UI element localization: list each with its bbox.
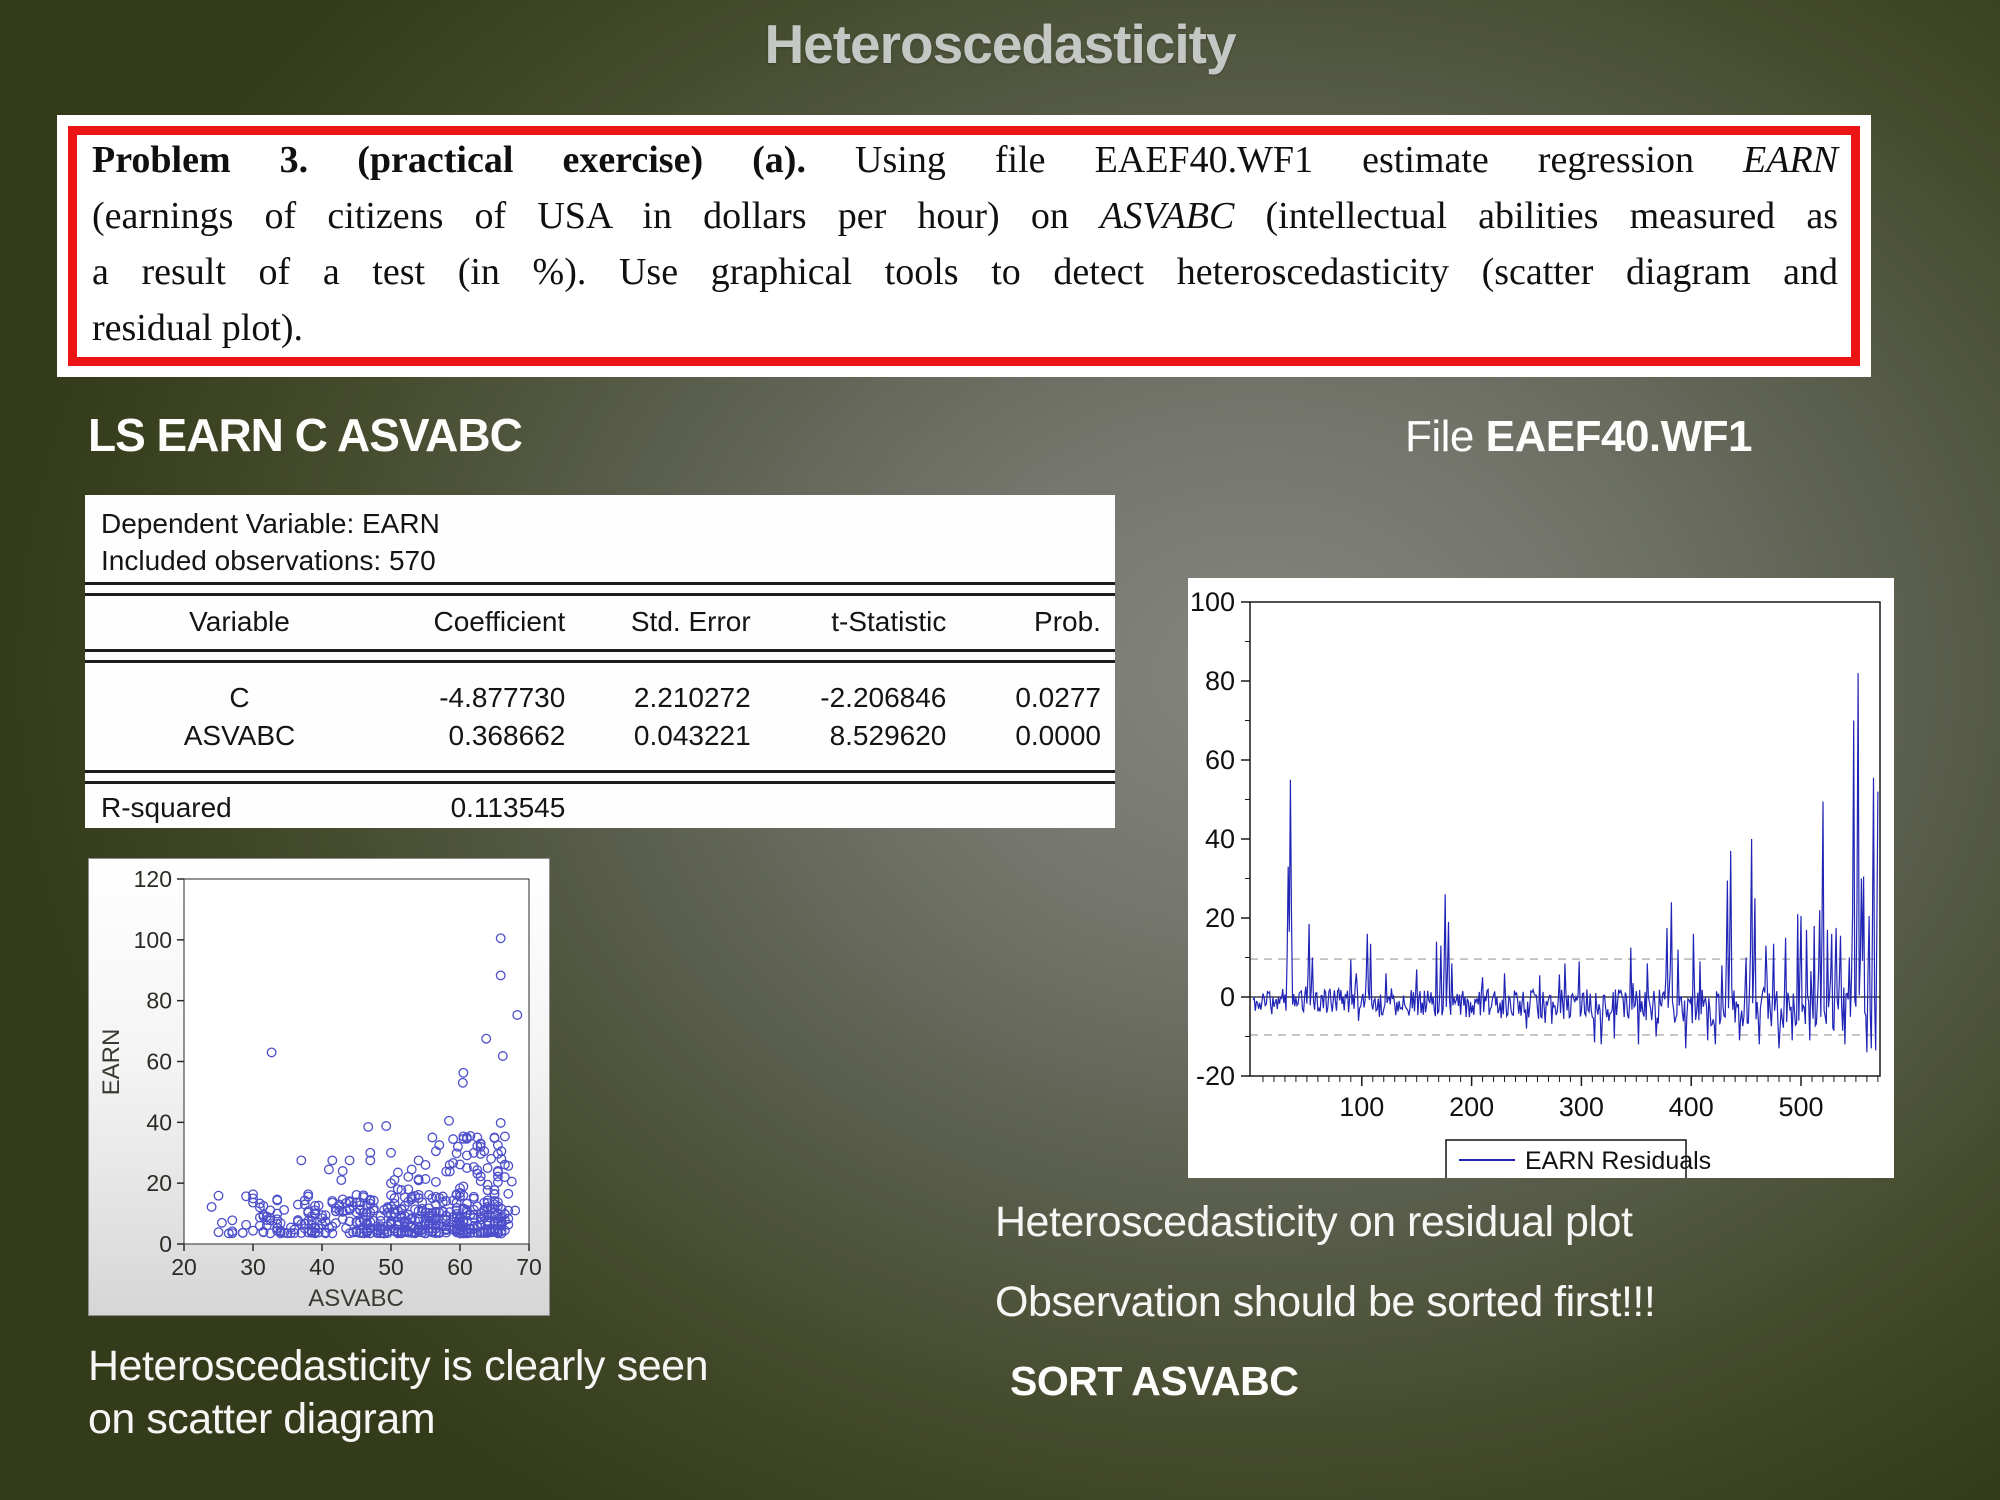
caption-residual-2: Observation should be sorted first!!!: [995, 1278, 1656, 1326]
svg-text:0: 0: [1219, 982, 1235, 1012]
svg-text:ASVABC: ASVABC: [308, 1285, 404, 1312]
problem-box: [57, 115, 1871, 377]
text-run: (earnings of citizens of USA in dollars per hour) on: [92, 195, 1100, 237]
svg-text:60: 60: [447, 1254, 473, 1280]
cell-variable: C: [229, 682, 250, 713]
caption-scatter: Heteroscedasticity is clearly seen on scatter diagram: [88, 1342, 708, 1443]
svg-text:20: 20: [1204, 903, 1235, 933]
column-header: Variable: [189, 606, 290, 637]
file-label-prefix: File: [1405, 412, 1486, 461]
problem-text-line: [92, 244, 1838, 300]
ls-command-text: LS EARN C ASVABC: [88, 409, 522, 461]
text-run: (intellectual abilities measured as: [1234, 195, 1838, 237]
caption-residual-1: Heteroscedasticity on residual plot: [995, 1198, 1633, 1246]
svg-text:0: 0: [159, 1231, 172, 1257]
observations-line: Included observations: 570: [101, 545, 436, 576]
problem-text-line: [92, 300, 1838, 356]
svg-text:50: 50: [378, 1254, 404, 1280]
regression-output-panel: [85, 495, 1115, 828]
cell-std-error: 0.043221: [633, 720, 751, 751]
text-run: Using file EAEF40.WF1 estimate regression: [855, 139, 1744, 181]
cell-t-statistic: -2.206846: [820, 682, 947, 713]
table-divider: [85, 582, 1115, 596]
problem-text-line: [92, 132, 1838, 188]
problem-text-line: [92, 188, 1838, 244]
dependent-variable-line: Dependent Variable: EARN: [101, 508, 440, 539]
svg-text:70: 70: [516, 1254, 542, 1280]
svg-text:100: 100: [1339, 1092, 1385, 1122]
svg-text:60: 60: [1204, 745, 1235, 775]
cell-std-error: 2.210272: [633, 682, 751, 713]
column-header: Prob.: [1034, 606, 1101, 637]
svg-text:20: 20: [171, 1254, 197, 1280]
file-label: [1405, 412, 1752, 462]
svg-text:120: 120: [133, 866, 172, 892]
text-run: ASVABC: [1099, 195, 1235, 237]
svg-text:-20: -20: [1195, 1061, 1235, 1091]
svg-text:300: 300: [1558, 1092, 1604, 1122]
r-squared-label: R-squared: [101, 792, 232, 823]
svg-text:200: 200: [1449, 1092, 1495, 1122]
slide-title: Heteroscedasticity: [764, 13, 1236, 75]
residual-chart: [1188, 578, 1894, 1178]
residual-chart-panel: [1188, 578, 1894, 1178]
table-divider: [85, 649, 1115, 663]
text-run: a result of a test (in %). Use graphical tools to detect heteroscedasticity (scatter diagram and: [92, 251, 1838, 293]
text-run: EARN: [1743, 139, 1839, 181]
cell-coefficient: -4.877730: [439, 682, 566, 713]
table-divider: [85, 770, 1115, 784]
scatter-chart: [89, 859, 549, 1315]
table-body: [85, 663, 1115, 767]
text-run: Problem 3: [92, 139, 299, 181]
cell-variable: ASVABC: [183, 720, 296, 751]
svg-text:500: 500: [1778, 1092, 1824, 1122]
svg-text:400: 400: [1668, 1092, 1714, 1122]
column-header: Coefficient: [433, 606, 566, 637]
table-row: [85, 717, 1115, 755]
svg-text:20: 20: [146, 1170, 172, 1197]
svg-text:40: 40: [309, 1254, 335, 1280]
svg-text:80: 80: [1204, 666, 1235, 696]
text-run: residual plot).: [92, 307, 304, 349]
cell-prob: 0.0277: [1015, 682, 1101, 713]
column-header: Std. Error: [630, 606, 751, 637]
table-row: [85, 679, 1115, 717]
column-header: t-Statistic: [831, 606, 947, 637]
table-header-row: [85, 598, 1115, 646]
problem-text: [92, 132, 1838, 356]
cell-coefficient: 0.368662: [448, 720, 566, 751]
scatter-chart-panel: [88, 858, 550, 1316]
svg-text:80: 80: [146, 987, 172, 1014]
svg-text:EARN: EARN: [98, 1028, 125, 1096]
svg-text:100: 100: [1189, 587, 1235, 617]
text-run: (practical exercise) (a).: [357, 139, 856, 181]
cell-t-statistic: 8.529620: [829, 720, 947, 751]
text-run: .: [298, 139, 358, 181]
r-squared-row: [85, 784, 1115, 832]
svg-text:30: 30: [240, 1254, 266, 1280]
file-name: EAEF40.WF1: [1485, 412, 1753, 461]
svg-text:40: 40: [1204, 824, 1235, 854]
sort-command-text: SORT ASVABC: [1010, 1358, 1299, 1404]
svg-text:60: 60: [146, 1048, 172, 1075]
cell-prob: 0.0000: [1015, 720, 1101, 751]
r-squared-value: 0.113545: [450, 792, 566, 823]
svg-text:EARN Residuals: EARN Residuals: [1525, 1147, 1712, 1175]
svg-text:100: 100: [133, 926, 172, 953]
svg-text:40: 40: [146, 1109, 172, 1136]
